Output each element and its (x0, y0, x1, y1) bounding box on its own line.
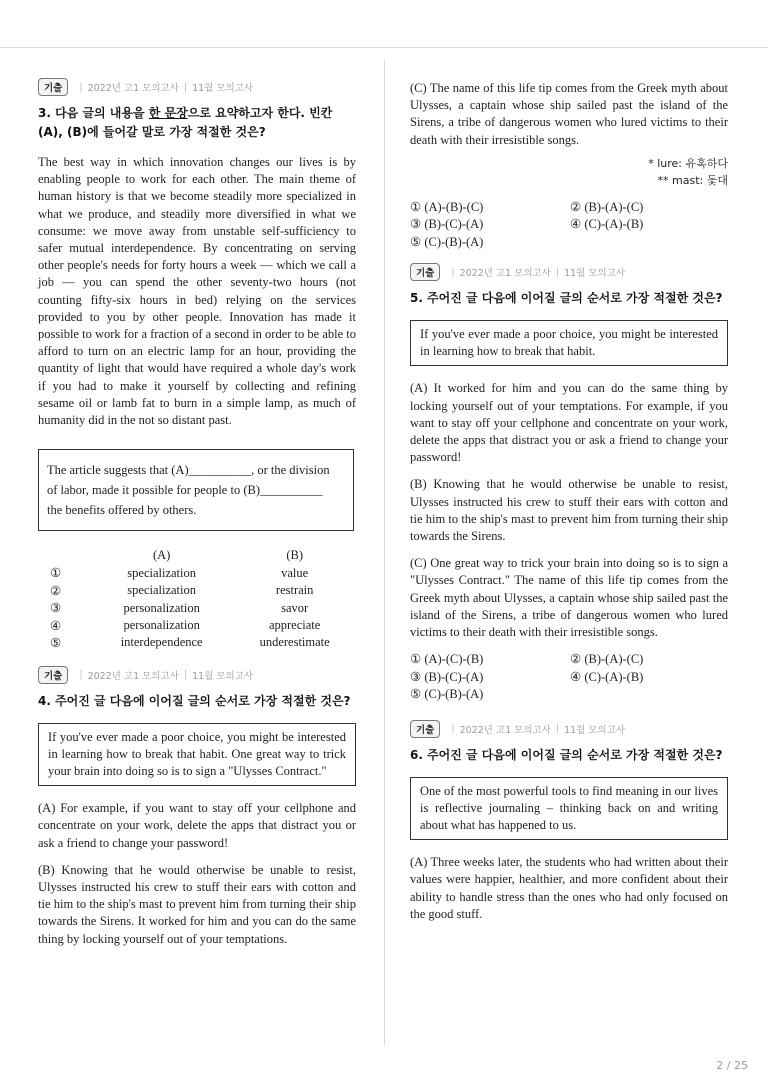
q4-option-1[interactable]: ① (A)-(B)-(C) (410, 199, 484, 214)
q3-passage: The best way in which innovation changes our lives is by enabling people to work for each other. The main theme of human history is that we become steadily more specialized in what we produce, and steadily more diversified in what we consume: we move away from unstable self-sufficiency to safer mutual interdependence. By concentrating on serving other people's needs for forty hours a week — which we call a job — you can spend the other seventy-two hours (not counting fifty-six hours in bed) relying on the services provided to you by other people. Innovation has made it possible to work for a fraction of a second in order to be able to afford to turn on an electric lamp for an hour, providing the quantity of light that would have required a whole day's work if you had to make it yourself by collecting and refining sesame oil or lamb fat to burn in a simple lamp, as much of humanity did in the not so distant past. (38, 155, 356, 428)
q5-options (410, 651, 728, 703)
q4-options (410, 199, 728, 251)
page-number: 2 / 25 (716, 1059, 748, 1072)
q6-source-tag: 기출 | 2022년 고1 모의고사 | 11월 모의고사 (410, 720, 728, 738)
q5-paragraph-b: (B) Knowing that he would otherwise be unable to resist, Ulysses instructed his crew to stuff their ears with cotton and tie him to the ship's mast to prevent him from turning their ship towards the Sirens. (410, 477, 728, 544)
q4-option-2[interactable]: ② (B)-(A)-(C) (570, 199, 644, 214)
q5-option-4[interactable]: ④ (C)-(A)-(B) (570, 669, 644, 684)
column-divider (384, 60, 385, 1045)
q3-choice-5[interactable]: ⑤ interdependence underestimate (50, 635, 330, 650)
q5-source-tag: 기출 | 2022년 고1 모의고사 | 11월 모의고사 (410, 263, 728, 281)
q4-option-4[interactable]: ④ (C)-(A)-(B) (570, 217, 644, 232)
q6-month: 11월 모의고사 (564, 724, 626, 736)
q3-choice-4[interactable]: ④ personalization appreciate (50, 618, 321, 633)
q3-choice-1[interactable]: ① specialization value (50, 565, 309, 581)
q4-option-3[interactable]: ③ (B)-(C)-(A) (410, 217, 484, 232)
q4-title: 4. 주어진 글 다음에 이어질 글의 순서로 가장 적절한 것은? (38, 693, 351, 708)
q4-paragraph-b: (B) Knowing that he would otherwise be unable to resist, Ulysses instructed his crew to stuff their ears with cotton and tie him to the ship's mast to prevent him from turning their ship towards the Sirens. It worked for him and you can do the same thing by locking yourself out of your temptations. (38, 862, 356, 946)
q6-badge: 기출 (410, 720, 440, 738)
q5-option-2[interactable]: ② (B)-(A)-(C) (570, 652, 644, 667)
q5-title: 5. 주어진 글 다음에 이어질 글의 순서로 가장 적절한 것은? (410, 291, 723, 306)
q3-badge: 기출 (38, 78, 68, 96)
q4-paragraph-c: (C) The name of this life tip comes from the Greek myth about Ulysses, a captain whose ship sailed past the island of the Sirens, a tribe of dangerous women who lured victims to their death with their irresistible songs. (410, 81, 728, 147)
q5-year: 2022년 고1 모의고사 (459, 268, 551, 280)
q4-footnote-1: * lure: 유혹하다 (648, 156, 728, 170)
q6-paragraph-a: (A) Three weeks later, the students who had written about their values were happier, healthier, and more confident about their ability to handle stress than the ones who had only focused on the good stuff. (410, 855, 728, 921)
q3-choices: (A) (B) ① specialization value ② specialization restrain ③ personalization savor ④ personalization appreciate ⑤ interdependence underestimate (38, 547, 356, 651)
q4-source-tag: 기출 | 2022년 고1 모의고사 | 11월 모의고사 (38, 666, 356, 684)
q4-month: 11월 모의고사 (192, 670, 254, 682)
q5-option-1[interactable]: ① (A)-(C)-(B) (410, 652, 484, 667)
q4-option-5[interactable]: ⑤ (C)-(B)-(A) (410, 234, 484, 249)
q4-year: 2022년 고1 모의고사 (87, 670, 179, 682)
q5-option-3[interactable]: ③ (B)-(C)-(A) (410, 669, 484, 684)
q5-paragraph-a: (A) It worked for him and you can do the same thing by locking yourself out of your temptations. For example, if you want to stay off your cellphone and concentrate on your work, delete the apps that distract you or ask a friend to change your password! (410, 381, 728, 465)
q5-paragraph-c: (C) One great way to trick your brain into doing so is to sign a "Ulysses Contract." The name of this life tip comes from the Greek myth about Ulysses, a captain whose ship sailed past the island of the Sirens, a tribe of dangerous women who lured victims to their death with their irresistible songs. (410, 556, 728, 640)
header-rule (0, 47, 768, 48)
q6-given-box: One of the most powerful tools to find meaning in our lives is reflective journaling – thinking back on and writing about what has happened to us. (410, 777, 728, 841)
q3-title: 3. 다음 글의 내용을 한 문장으로 요약하고자 한다. 빈칸 (A), (B)에 들어갈 말로 가장 적절한 것은? (38, 106, 333, 139)
q3-year: 2022년 고1 모의고사 (87, 83, 179, 94)
q5-option-5[interactable]: ⑤ (C)-(B)-(A) (410, 687, 484, 702)
q3-source-tag: 기출 | 2022년 고1 모의고사 | 11월 모의고사 (38, 78, 356, 96)
q3-choice-2[interactable]: ② specialization restrain (50, 583, 314, 598)
q4-badge: 기출 (38, 666, 68, 684)
left-column (38, 78, 356, 958)
q3-choice-3[interactable]: ③ personalization savor (50, 600, 309, 616)
q6-title: 6. 주어진 글 다음에 이어질 글의 순서로 가장 적절한 것은? (410, 747, 723, 762)
q5-badge: 기출 (410, 263, 440, 281)
q5-month: 11월 모의고사 (564, 268, 626, 280)
q3-month: 11월 모의고사 (192, 83, 254, 94)
q4-paragraph-a: (A) For example, if you want to stay off your cellphone and concentrate on your work, delete the apps that distract you or ask a friend to change your password! (38, 801, 356, 850)
right-column (410, 80, 728, 933)
q3-summary-box: The article suggests that (A)__________, or the division of labor, made it possible for people to (B)__________ the benefits offered by others. (38, 449, 354, 531)
q4-given-box: If you've ever made a poor choice, you might be interested in learning how to break that habit. One great way to trick your brain into doing so is to sign a "Ulysses Contract." (38, 723, 356, 787)
q5-given-box: If you've ever made a poor choice, you might be interested in learning how to break that habit. (410, 320, 728, 366)
q6-year: 2022년 고1 모의고사 (459, 724, 551, 736)
q4-footnote-2: ** mast: 돛대 (657, 173, 728, 187)
